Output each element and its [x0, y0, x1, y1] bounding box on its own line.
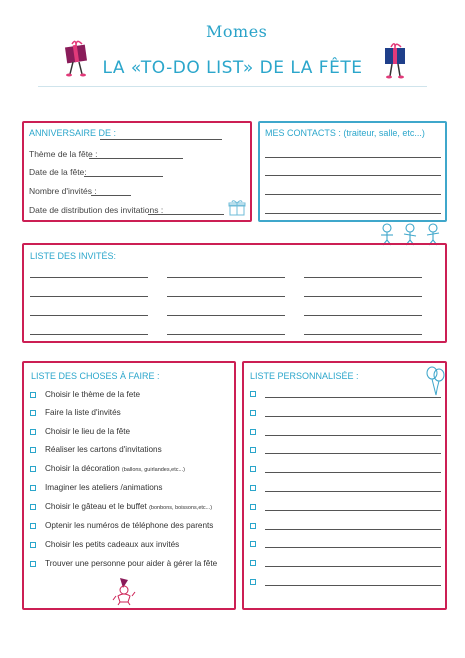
name-field-line[interactable] [100, 139, 222, 140]
guest-count-field-line[interactable] [91, 195, 131, 196]
theme-field-line[interactable] [89, 158, 183, 159]
task-label: Réaliser les cartons d'invitations [45, 445, 162, 454]
custom-item-checkbox[interactable] [250, 429, 256, 435]
custom-item-line[interactable] [265, 566, 441, 567]
task-checkbox[interactable] [30, 485, 36, 491]
guest-name-line[interactable] [167, 334, 285, 335]
gift-character-icon [380, 38, 410, 82]
task-checkbox[interactable] [30, 410, 36, 416]
custom-item-line[interactable] [265, 435, 441, 436]
guest-name-line[interactable] [30, 277, 148, 278]
custom-item-checkbox[interactable] [250, 504, 256, 510]
task-label: Optenir les numéros de téléphone des parents [45, 521, 214, 530]
gift-character-icon [62, 38, 90, 82]
todo-heading: LISTE DES CHOSES À FAIRE : [31, 371, 160, 381]
custom-item-line[interactable] [265, 510, 441, 511]
custom-item-line[interactable] [265, 472, 441, 473]
custom-item-checkbox[interactable] [250, 579, 256, 585]
task-label: Choisir le gâteau et le buffet (bonbons, boissons,etc...) [45, 502, 213, 511]
guest-name-line[interactable] [30, 296, 148, 297]
brand-logo: Momes [206, 22, 268, 41]
party-character-icon [110, 576, 138, 606]
task-label: Choisir la décoration (ballons, guirlandes,etc...) [45, 464, 185, 473]
guest-name-line[interactable] [304, 277, 422, 278]
page-title: LA «TO-DO LIST» DE LA FÊTE [102, 58, 363, 78]
date-field-line[interactable] [84, 176, 163, 177]
task-label: Imaginer les ateliers /animations [45, 483, 163, 492]
guest-name-line[interactable] [30, 334, 148, 335]
guest-name-line[interactable] [30, 315, 148, 316]
custom-item-checkbox[interactable] [250, 466, 256, 472]
task-label: Faire la liste d'invités [45, 408, 121, 417]
guest-name-line[interactable] [167, 277, 285, 278]
balloons-icon [425, 366, 445, 396]
invitation-date-label: Date de distribution des invitations : [29, 205, 164, 215]
custom-item-checkbox[interactable] [250, 523, 256, 529]
custom-item-checkbox[interactable] [250, 410, 256, 416]
task-checkbox[interactable] [30, 466, 36, 472]
gift-icon [228, 199, 246, 217]
custom-item-line[interactable] [265, 397, 441, 398]
invitation-date-field-line[interactable] [148, 214, 224, 215]
custom-item-line[interactable] [265, 453, 441, 454]
custom-item-line[interactable] [265, 529, 441, 530]
custom-item-checkbox[interactable] [250, 447, 256, 453]
guest-name-line[interactable] [167, 296, 285, 297]
task-checkbox[interactable] [30, 542, 36, 548]
guest-name-line[interactable] [304, 315, 422, 316]
custom-item-checkbox[interactable] [250, 485, 256, 491]
custom-item-line[interactable] [265, 416, 441, 417]
custom-item-line[interactable] [265, 585, 441, 586]
task-label: Trouver une personne pour aider à gérer la fête [45, 559, 218, 568]
task-checkbox[interactable] [30, 504, 36, 510]
task-checkbox[interactable] [30, 429, 36, 435]
guest-name-line[interactable] [167, 315, 285, 316]
contacts-heading: MES CONTACTS : (traiteur, salle, etc...) [265, 128, 425, 138]
guest-count-label: Nombre d'invités : [29, 186, 97, 196]
title-divider [38, 86, 427, 87]
custom-item-checkbox[interactable] [250, 391, 256, 397]
task-label: Choisir le thème de la fete [45, 390, 141, 399]
guest-name-line[interactable] [304, 296, 422, 297]
task-checkbox[interactable] [30, 523, 36, 529]
custom-item-checkbox[interactable] [250, 541, 256, 547]
task-label: Choisir le lieu de la fête [45, 427, 131, 436]
task-checkbox[interactable] [30, 447, 36, 453]
custom-item-line[interactable] [265, 491, 441, 492]
task-checkbox[interactable] [30, 392, 36, 398]
contact-line[interactable] [265, 175, 441, 176]
guest-name-line[interactable] [304, 334, 422, 335]
contact-line[interactable] [265, 157, 441, 158]
task-label: Choisir les petits cadeaux aux invités [45, 540, 180, 549]
custom-item-line[interactable] [265, 547, 441, 548]
contact-line[interactable] [265, 194, 441, 195]
theme-label: Thème de la fête : [29, 149, 98, 159]
birthday-heading: ANNIVERSAIRE DE : [29, 128, 117, 138]
custom-item-checkbox[interactable] [250, 560, 256, 566]
custom-list-heading: LISTE PERSONNALISÉE : [250, 371, 359, 381]
contact-line[interactable] [265, 213, 441, 214]
guest-list-heading: LISTE DES INVITÉS: [30, 251, 117, 261]
custom-list-box [242, 361, 447, 610]
task-checkbox[interactable] [30, 561, 36, 567]
date-label: Date de la fête: [29, 167, 87, 177]
